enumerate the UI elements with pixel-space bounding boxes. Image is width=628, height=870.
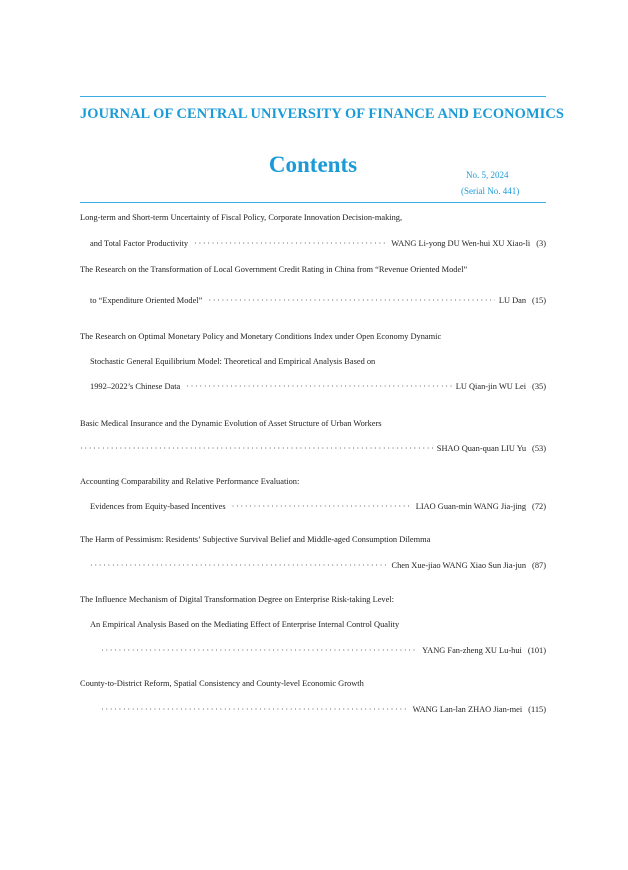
entry-toc-line: [101, 645, 546, 657]
entry-toc-line: [90, 560, 546, 572]
serial-number: (Serial No. 441): [461, 186, 520, 196]
entry-title-line: to “Expenditure Oriented Model”: [90, 296, 203, 305]
entry-title-line: Stochastic General Equilibrium Model: Theoretical and Empirical Analysis Based on: [90, 357, 376, 366]
entry-authors: LIAO Guan-min WANG Jia-jing: [415, 502, 527, 511]
entry-title-line: The Harm of Pessimism: Residents’ Subjective Survival Belief and Middle-aged Consumption Dilemma: [80, 535, 431, 544]
entry-page: (15): [532, 296, 546, 305]
entry-title-line: An Empirical Analysis Based on the Mediating Effect of Enterprise Internal Control Quality: [90, 620, 400, 629]
journal-title: JOURNAL OF CENTRAL UNIVERSITY OF FINANCE AND ECONOMICS: [80, 106, 564, 122]
entry-title-line: The Research on Optimal Monetary Policy and Monetary Conditions Index under Open Economy Dynamic: [80, 332, 442, 341]
dot-leader: [101, 645, 418, 657]
entry-page: (3): [536, 239, 546, 248]
entry-page: (101): [527, 646, 546, 655]
entry-title-line: and Total Factor Productivity: [90, 239, 189, 248]
dot-leader: [90, 560, 388, 572]
entry-title-line: County-to-District Reform, Spatial Consistency and County-level Economic Growth: [80, 679, 364, 688]
entry-page: (53): [532, 444, 546, 453]
entry-toc-line: [90, 501, 546, 513]
entry-title-line: Accounting Comparability and Relative Performance Evaluation:: [80, 477, 300, 486]
entry-title-line: The Research on the Transformation of Local Government Credit Rating in China from “Revenue Oriented Model”: [80, 265, 468, 274]
entry-authors: SHAO Quan-quan LIU Yu: [436, 444, 527, 453]
entry-page: (87): [532, 561, 546, 570]
entry-authors: LU Dan: [498, 296, 527, 305]
entry-toc-line: [80, 443, 546, 455]
entry-title-line: The Influence Mechanism of Digital Transformation Degree on Enterprise Risk-taking Level:: [80, 595, 394, 604]
entry-title-line: Evidences from Equity-based Incentives: [90, 502, 226, 511]
entry-toc-line: [101, 704, 546, 716]
entry-authors: YANG Fan-zheng XU Lu-hui: [422, 646, 522, 655]
issue-number: No. 5, 2024: [466, 170, 509, 180]
dot-leader: [101, 704, 409, 716]
entry-authors: LU Qian-jin WU Lei: [455, 382, 527, 391]
entry-page: (115): [528, 705, 546, 714]
dot-leader: [186, 381, 451, 393]
entry-title-line: Long-term and Short-term Uncertainty of Fiscal Policy, Corporate Innovation Decision-making,: [80, 213, 403, 222]
entry-title-line: Basic Medical Insurance and the Dynamic Evolution of Asset Structure of Urban Workers: [80, 419, 382, 428]
contents-heading: Contents: [268, 152, 358, 177]
entry-page: (35): [532, 382, 546, 391]
entry-page: (72): [532, 502, 546, 511]
dot-leader: [232, 501, 412, 513]
dot-leader: [208, 295, 495, 307]
dot-leader: [194, 238, 387, 250]
entry-toc-line: [90, 238, 546, 250]
dot-leader: [80, 443, 433, 455]
top-divider: [80, 96, 546, 97]
header-divider: [80, 202, 546, 203]
entry-title-line: 1992–2022’s Chinese Data: [90, 382, 181, 391]
entry-authors: Chen Xue-jiao WANG Xiao Sun Jia-jun: [391, 561, 527, 570]
entry-authors: WANG Lan-lan ZHAO Jian-mei: [412, 705, 523, 714]
entry-toc-line: [90, 295, 546, 307]
entry-toc-line: [90, 381, 546, 393]
entry-authors: WANG Li-yong DU Wen-hui XU Xiao-li: [391, 239, 531, 248]
